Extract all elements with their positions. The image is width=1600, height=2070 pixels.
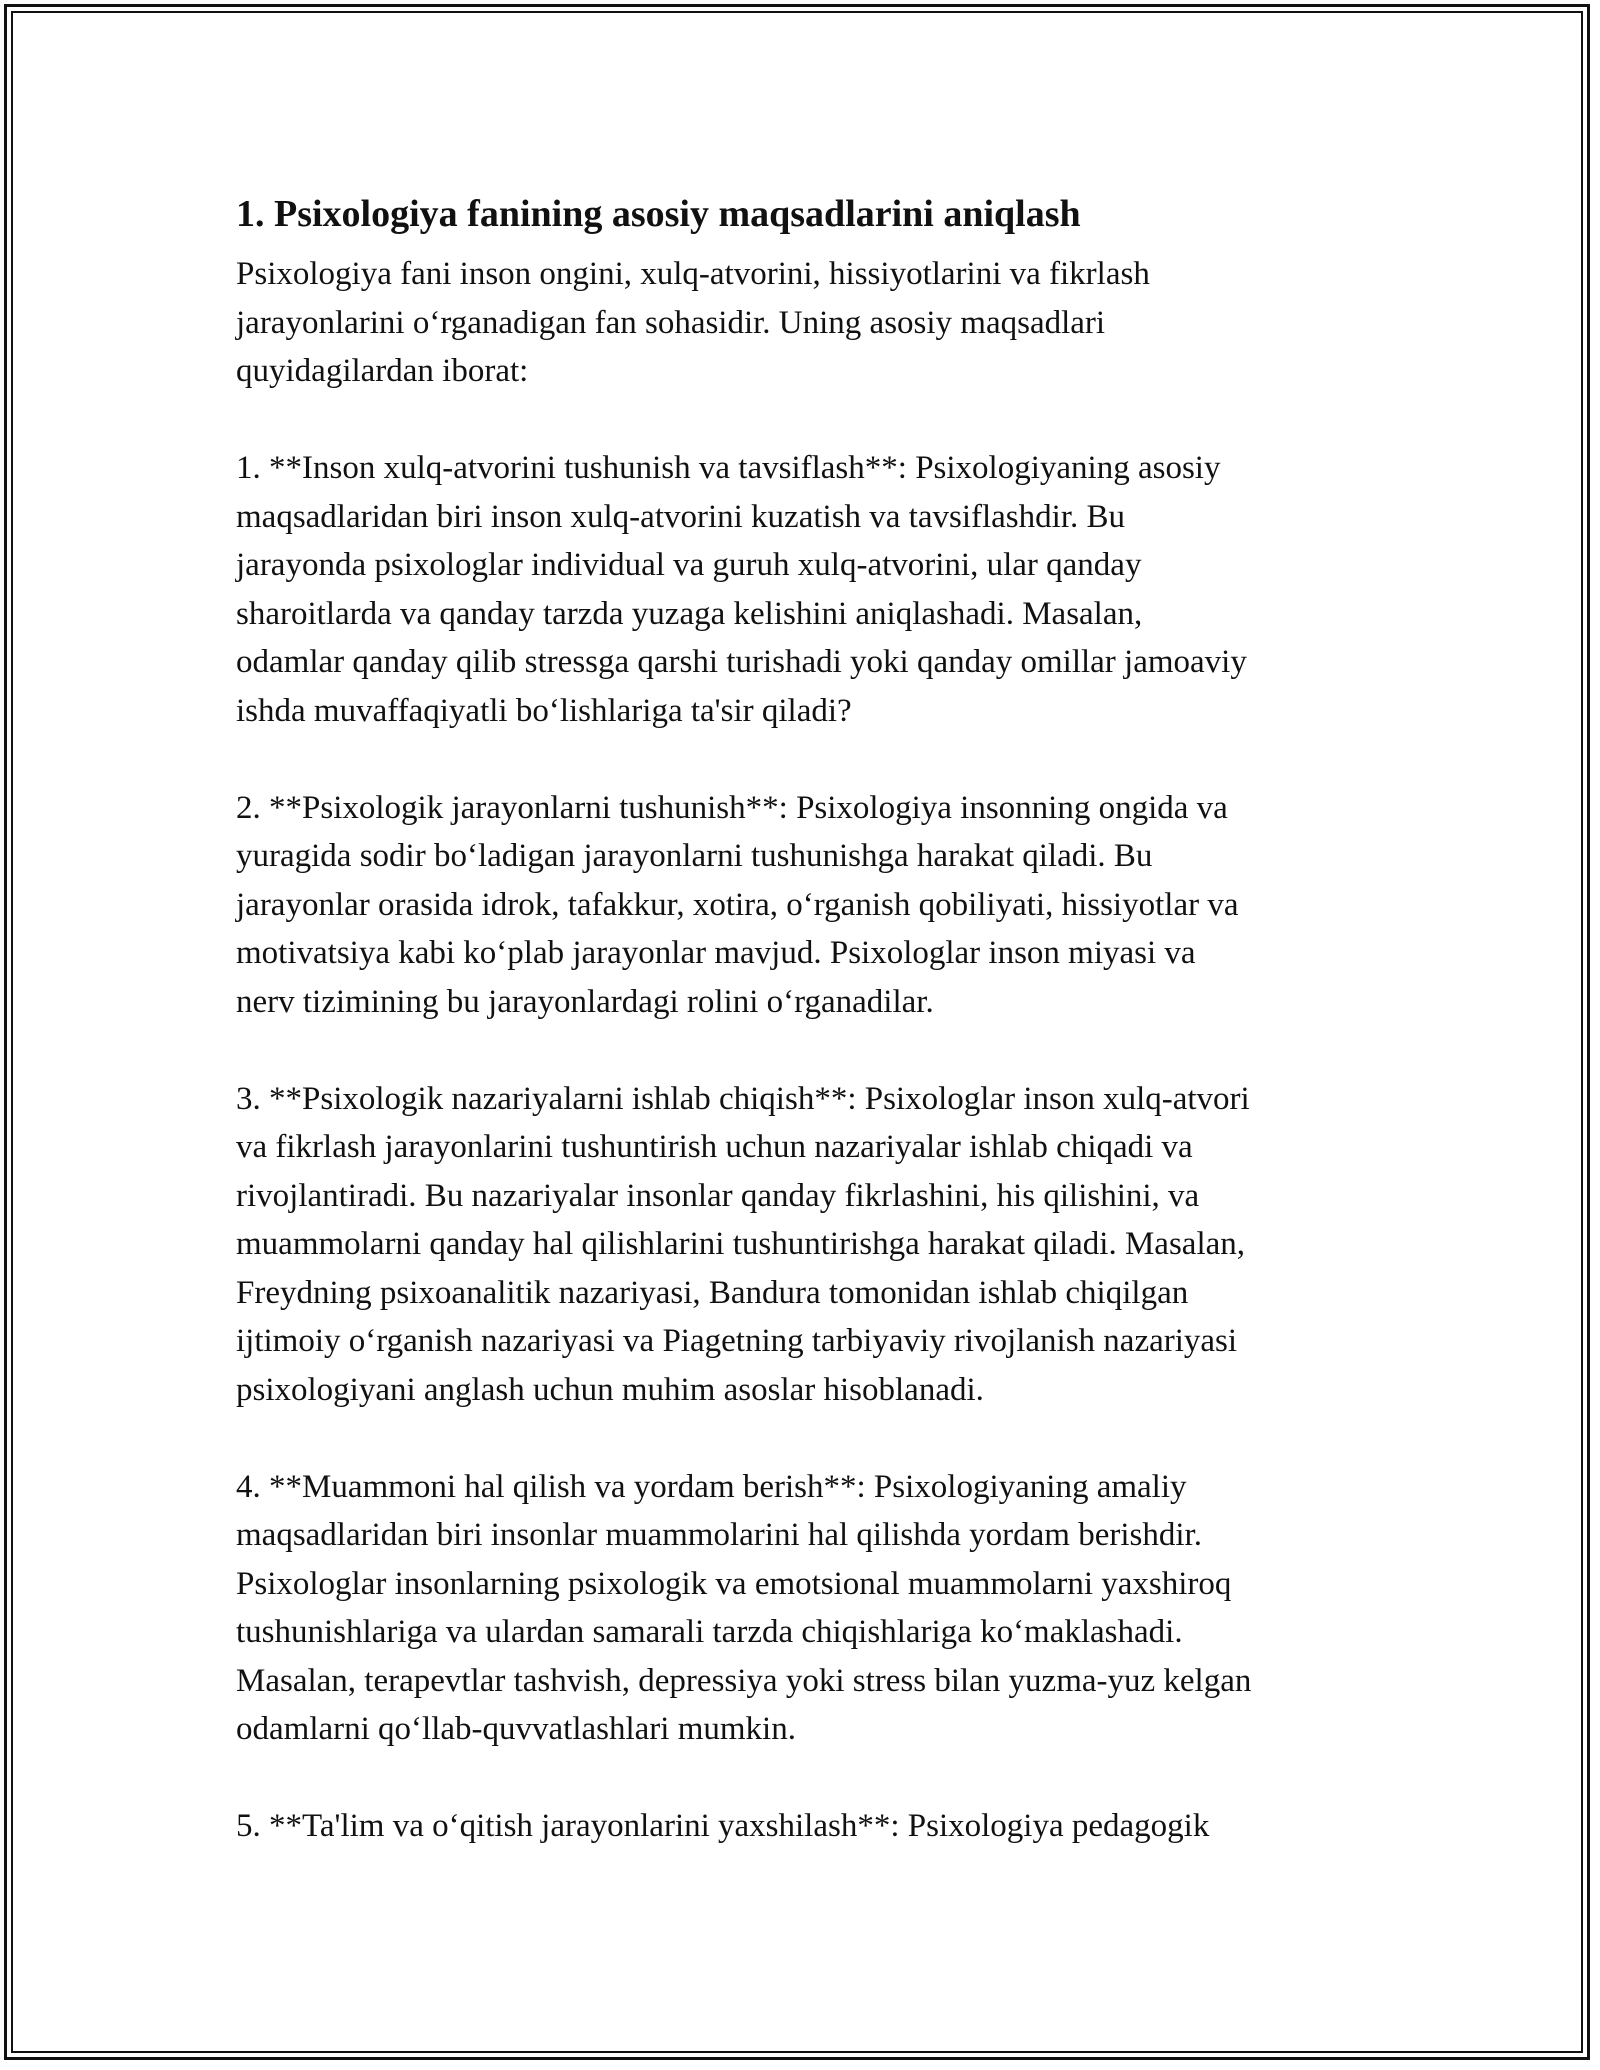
text-line: ishda muvaffaqiyatli bo‘lishlariga ta'sir qiladi? bbox=[236, 692, 852, 729]
document-body bbox=[236, 182, 1376, 1851]
text-line: odamlar qanday qilib stressga qarshi turishadi yoki qanday omillar jamoaviy bbox=[236, 644, 1247, 680]
text-line: ijtimoiy o‘rganish nazariyasi va Piagetning tarbiyaviy rivojlanish nazariyasi bbox=[236, 1323, 1238, 1359]
text-line: 2. **Psixologik jarayonlarni tushunish**: Psixologiya insonning ongida va bbox=[236, 789, 1228, 826]
text-line: Psixologiya fani inson ongini, xulq-atvorini, hissiyotlarini va fikrlash bbox=[236, 256, 1150, 292]
text-line: 4. **Muammoni hal qilish va yordam berish**: Psixologiyaning amaliy bbox=[236, 1468, 1187, 1505]
text-line: rivojlantiradi. Bu nazariyalar insonlar qanday fikrlashini, his qilishini, va bbox=[236, 1177, 1200, 1214]
text-line: motivatsiya kabi ko‘plab jarayonlar mavjud. Psixologlar inson miyasi va bbox=[236, 935, 1196, 971]
text-line: quyidagilardan iborat: bbox=[236, 353, 529, 389]
text-line: va fikrlash jarayonlarini tushuntirish uchun nazariyalar ishlab chiqadi va bbox=[236, 1129, 1193, 1165]
text-line: yuragida sodir bo‘ladigan jarayonlarni tushunishga harakat qiladi. Bu bbox=[236, 838, 1153, 874]
text-line: Freydning psixoanalitik nazariyasi, Bandura tomonidan ishlab chiqilgan bbox=[236, 1274, 1189, 1311]
text-line: 1. **Inson xulq-atvorini tushunish va tavsiflash**: Psixologiyaning asosiy bbox=[236, 450, 1221, 486]
text-line: Masalan, terapevtlar tashvish, depressiya yoki stress bilan yuzma-yuz kelgan bbox=[236, 1662, 1252, 1699]
text-line: sharoitlarda va qanday tarzda yuzaga kelishini aniqlashadi. Masalan, bbox=[236, 595, 1143, 632]
list-item-1 bbox=[236, 444, 1376, 735]
text-line: nerv tizimining bu jarayonlardagi rolini o‘rganadilar. bbox=[236, 983, 934, 1020]
text-line: Psixologlar insonlarning psixologik va emotsional muammolarni yaxshiroq bbox=[236, 1565, 1232, 1602]
text-line: psixologiyani anglash uchun muhim asoslar hisoblanadi. bbox=[236, 1371, 984, 1408]
text-line: jarayonda psixologlar individual va guruh xulq-atvorini, ular qanday bbox=[236, 547, 1142, 583]
list-item-5 bbox=[236, 1802, 1376, 1851]
text-line: jarayonlarini o‘rganadigan fan sohasidir. Uning asosiy maqsadlari bbox=[236, 304, 1106, 341]
text-line: odamlarni qo‘llab-quvvatlashlari mumkin. bbox=[236, 1711, 796, 1747]
intro-paragraph bbox=[236, 250, 1376, 396]
list-item-2 bbox=[236, 784, 1376, 1027]
text-line: maqsadlaridan biri insonlar muammolarini hal qilishda yordam berishdir. bbox=[236, 1517, 1202, 1553]
list-item-4 bbox=[236, 1463, 1376, 1754]
text-line: jarayonlar orasida idrok, tafakkur, xotira, o‘rganish qobiliyati, hissiyotlar va bbox=[236, 886, 1239, 923]
section-heading: 1. Psixologiya fanining asosiy maqsadlarini aniqlash bbox=[236, 193, 1081, 235]
text-line: tushunishlariga va ulardan samarali tarzda chiqishlariga ko‘maklashadi. bbox=[236, 1614, 1183, 1650]
text-line: muammolarni qanday hal qilishlarini tushuntirishga harakat qiladi. Masalan, bbox=[236, 1226, 1246, 1262]
text-line: 5. **Ta'lim va o‘qitish jarayonlarini yaxshilash**: Psixologiya pedagogik bbox=[236, 1808, 1210, 1844]
list-item-3 bbox=[236, 1075, 1376, 1415]
text-line: 3. **Psixologik nazariyalarni ishlab chiqish**: Psixologlar inson xulq-atvori bbox=[236, 1080, 1250, 1117]
text-line: maqsadlaridan biri inson xulq-atvorini kuzatish va tavsiflashdir. Bu bbox=[236, 498, 1126, 535]
